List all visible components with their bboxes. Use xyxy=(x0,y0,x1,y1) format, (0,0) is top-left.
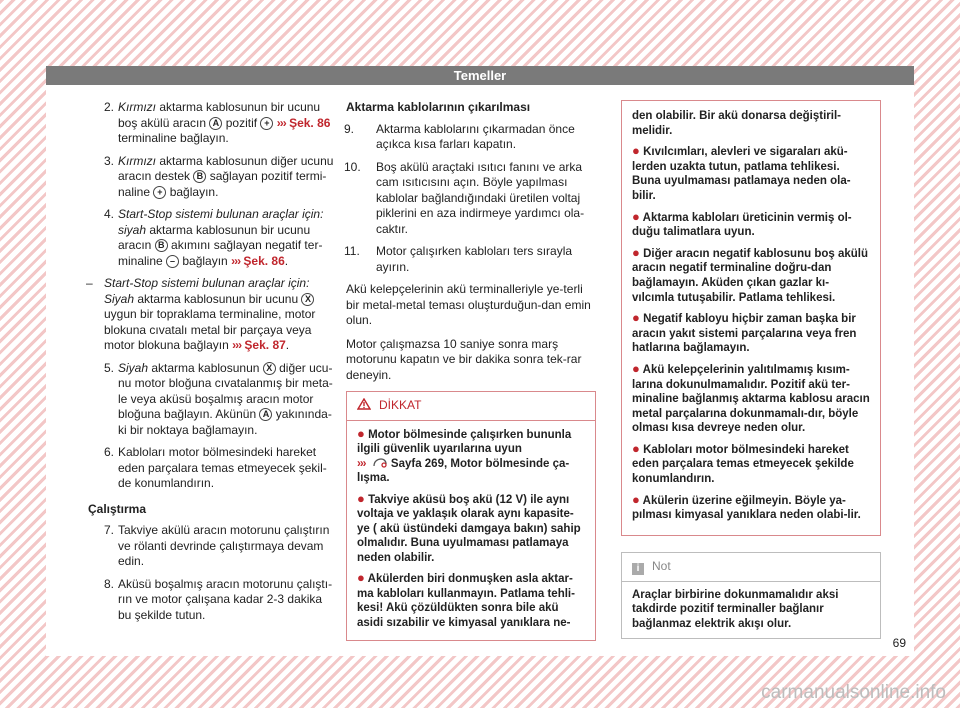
note-header: i Not xyxy=(622,553,880,582)
step-5: 5. Siyah aktarma kablosunun X diğer ucu-nu motor bloğuna cıvatalanmış bir meta-le veya aküsü boşalmış aracın motor bloğuna bağlayın. Akünün A yakınında-ki bir noktaya bağlamayın. xyxy=(103,360,333,437)
figure-link[interactable]: Şek. 86 xyxy=(240,253,285,268)
page-header: Temeller xyxy=(46,66,914,85)
step-dash: – Start-Stop sistemi bulunan araçlar için: Siyah aktarma kablosunun bir ucunu X uygun bir topraklama terminaline, motor blokuna cıvatalı metal bir parçaya veya motor blokuna bağlayın ››› Şek. 87. xyxy=(86,276,316,352)
warning-header: DİKKAT xyxy=(347,392,595,421)
warning-bullet: ● Kıvılcımları, alevleri ve sigaraları akü-lerden uzakta tutun, patlama tehlikesi. Buna uyulmaması patlamaya neden ola-bilir. xyxy=(632,143,851,202)
ref-a-icon: A xyxy=(209,117,222,130)
plus-terminal-icon: + xyxy=(153,186,166,199)
paragraph: Akü kelepçelerinin akü terminalleriyle ye-terli bir metal-metal teması oluşturduğun-dan emin olun. xyxy=(346,282,591,327)
warning-bullet: ● Aktarma kabloları üreticinin vermiş ol-duğu talimatlara uyun. xyxy=(632,208,852,239)
ref-x-icon: X xyxy=(263,362,276,375)
figure-link[interactable]: Şek. 87 xyxy=(241,338,286,352)
step-8: 8. Aküsü boşalmış aracın motorunu çalıştı-rın ve motor çalışana kadar 2-3 dakika bu şekilde tutun. xyxy=(103,576,333,622)
warning-box xyxy=(346,391,596,641)
warning-triangle-icon xyxy=(357,398,371,410)
warning-bullet: ● Diğer aracın negatif kablosunu boş akülü aracın negatif terminaline doğru-dan bağlamayın. Aküden çıkan gazlar kı-vılcımla tutuşabilir. Patlama tehlikesi. xyxy=(632,244,868,304)
step-11: 11. Motor çalışırken kabloları ters sırayla ayırın. xyxy=(344,244,573,274)
page-number: 69 xyxy=(892,636,906,650)
warning-bullet: ● Akülerden biri donmuşken asla aktar-ma kabloları kullanmayın. Patlama tehli-kesi! Akü çözüldükten sonra bile akü asidi sızabilir ve kimyasal yanıklara ne- xyxy=(357,570,575,629)
ref-x-icon: X xyxy=(301,293,314,306)
note-body: Araçlar birbirine dokunmamalıdır aksi takdirde pozitif terminaller bağlanır bağlanmaz elektrik akışı olur. xyxy=(632,588,839,631)
step-2: 2. Kırmızı aktarma kablosunun bir ucunu boş akülü aracın A pozitif + ››› Şek. 86 terminaline bağlayın. xyxy=(103,100,331,145)
warning-bullet: ● Akülerin üzerine eğilmeyin. Böyle ya-pılması kimyasal yanıklara neden olabi-lir. xyxy=(632,491,861,522)
warning-bullet: ● Takviye aküsü boş akü (12 V) ile aynı voltaja ve yaklaşık olarak aynı kapasite-ye ( akü üstündeki damgaya bakın) sahip olmalıdır. Buna uyulmaması patlamaya neden olabilir. xyxy=(357,490,581,564)
ref-a-icon: A xyxy=(259,408,272,421)
figure-link[interactable]: Şek. 86 xyxy=(285,115,331,130)
column-1 xyxy=(88,100,338,630)
warning-continuation: den olabilir. Bir akü donarsa değiştiril-melidir. xyxy=(632,110,841,137)
warning-bullet: ● Motor bölmesinde çalışırken bununla ilgili güvenlik uyarılarına uyun ››› Sayfa 269, Motor bölmesinde ça-lışma. xyxy=(357,425,572,484)
arrow-icon: ››› xyxy=(357,457,366,470)
plus-terminal-icon: + xyxy=(260,117,273,130)
step-4: 4. Start-Stop sistemi bulunan araçlar için: siyah aktarma kablosunun bir ucunu aracın B akımını sağlayan negatif ter-minaline – bağlayın ››› Şek. 86. xyxy=(103,207,324,268)
section-heading: Aktarma kablolarının çıkarılması xyxy=(346,100,531,114)
paragraph: Motor çalışmazsa 10 saniye sonra marş motorunu kapatın ve bir dakika sonra tek-rar deneyin. xyxy=(346,336,582,382)
warning-bullet: ● Negatif kabloyu hiçbir zaman başka bir aracın yakıt sistemi parçalarına veya fren hatlarına bağlamayın. xyxy=(632,310,857,355)
warning-continued-box xyxy=(621,100,881,536)
page xyxy=(46,66,914,656)
column-2 xyxy=(346,100,596,641)
warning-bullet: ● Kabloları motor bölmesindeki hareket eden parçalara temas etmeyecek şekilde konumlandırın. xyxy=(632,440,854,486)
info-icon: i xyxy=(632,563,644,575)
step-6: 6. Kabloları motor bölmesindeki hareket eden parçalara temas etmeyecek şekil-de konumlandırın. xyxy=(103,445,327,490)
section-heading: Çalıştırma xyxy=(88,501,147,516)
arrow-icon: ››› xyxy=(232,338,242,352)
arrow-icon: ››› xyxy=(231,253,241,268)
note-box xyxy=(621,552,881,639)
step-10: 10. Boş akülü araçtaki ısıtıcı fanını ve arka cam ısıtıcısını açın. Böyle yapılması kablolar bağlandığındaki üretilen voltaj piklerini en aza indirmeye yardımcı ola-caktır. xyxy=(344,159,585,236)
step-3: 3. Kırmızı aktarma kablosunun diğer ucunu aracın destek B sağlayan pozitif termi-naline + bağlayın. xyxy=(103,153,334,199)
step-7: 7. Takviye akülü aracın motorunu çalıştırın ve rölanti devrinde çalıştırmaya devam edin. xyxy=(103,523,330,568)
ref-b-icon: B xyxy=(155,239,168,252)
minus-terminal-icon: – xyxy=(166,255,179,268)
ref-b-icon: B xyxy=(193,170,206,183)
watermark: carmanualsonline.info xyxy=(761,682,946,703)
step-9: 9. Aktarma kablolarını çıkarmadan önce açıkca kısa farları kapatın. xyxy=(344,121,575,151)
column-3 xyxy=(621,100,881,639)
arrow-icon: ››› xyxy=(276,115,286,130)
warning-body xyxy=(347,421,595,641)
engine-compartment-icon xyxy=(372,457,388,468)
warning-bullet: ● Akü kelepçelerinin yalıtılmamış kısım-larına dokunulmamalıdır. Pozitif akü ter-minaline bağlanmış aktarma kablosu aracın metal parçalarına dokunmamalı-dır, böyle olması kısa devreye neden olur. xyxy=(632,360,870,435)
